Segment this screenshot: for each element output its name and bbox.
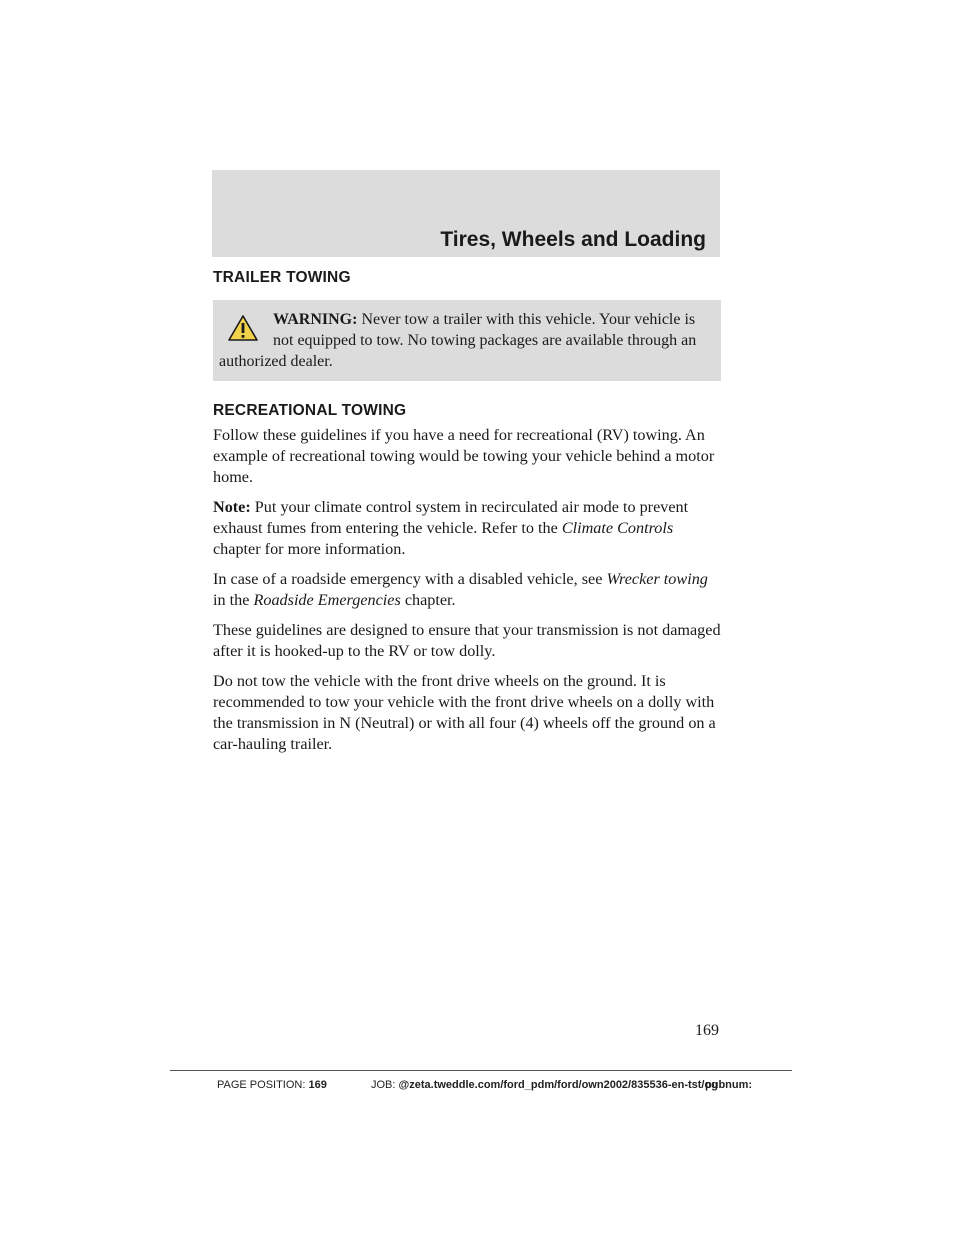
- warning-triangle-icon: [227, 314, 259, 342]
- note-reference: Climate Controls: [561, 519, 674, 537]
- note-tail: chapter for more information.: [213, 540, 406, 558]
- warning-paragraph: [219, 309, 712, 372]
- paragraph-guidelines: Follow these guidelines if you have a need for recreational (RV) towing. An example of recreational towing would be towing your vehicle behind a motor home.: [213, 426, 715, 486]
- footer-position: [217, 1079, 327, 1091]
- paragraph-note: [213, 497, 721, 560]
- trailer-towing-heading: TRAILER TOWING: [213, 269, 351, 286]
- warning-label: WARNING:: [273, 311, 358, 328]
- page-content: [213, 268, 721, 755]
- footer-pubnum-label: pubnum:: [705, 1079, 753, 1091]
- paragraph-front-wheels: Do not tow the vehicle with the front drive wheels on the ground. It is recommended to tow your vehicle with the front drive wheels on a dolly with the transmission in N (Neutral) or with all four (4) wheels off the ground on a car-hauling trailer.: [213, 672, 716, 753]
- chapter-title: Tires, Wheels and Loading: [440, 228, 706, 251]
- paragraph-roadside: [213, 569, 721, 611]
- footer-divider: [170, 1070, 792, 1071]
- footer-job: [371, 1079, 718, 1091]
- chapter-header-band: [212, 170, 720, 257]
- roadside-mid: in the: [213, 591, 250, 609]
- footer-job-label: JOB:: [371, 1079, 396, 1091]
- recreational-towing-heading: RECREATIONAL TOWING: [213, 402, 407, 419]
- footer-job-value: @zeta.tweddle.com/ford_pdm/ford/own2002/835536-en-tst/og: [398, 1079, 718, 1091]
- warning-box: [213, 300, 721, 381]
- warning-text: Never tow a trailer with this vehicle. Your vehicle is not equipped to tow. No towing packages are available through an authorized dealer.: [219, 311, 697, 370]
- roadside-reference-emergencies: Roadside Emergencies: [253, 591, 401, 609]
- recreational-section: [213, 401, 721, 755]
- roadside-text: In case of a roadside emergency with a disabled vehicle, see: [213, 570, 603, 588]
- footer-position-value: 169: [308, 1079, 327, 1091]
- note-text: Put your climate control system in recirculated air mode to prevent exhaust fumes from entering the vehicle. Refer to the: [213, 498, 689, 537]
- paragraph-transmission: These guidelines are designed to ensure that your transmission is not damaged after it is hooked-up to the RV or tow dolly.: [213, 621, 721, 660]
- footer-pubnum: [705, 1079, 752, 1091]
- note-label: Note:: [213, 498, 251, 516]
- page-number: 169: [695, 1022, 719, 1039]
- roadside-tail: chapter.: [404, 591, 456, 609]
- roadside-reference-wrecker: Wrecker towing: [606, 570, 708, 588]
- footer-position-label: PAGE POSITION:: [217, 1079, 306, 1091]
